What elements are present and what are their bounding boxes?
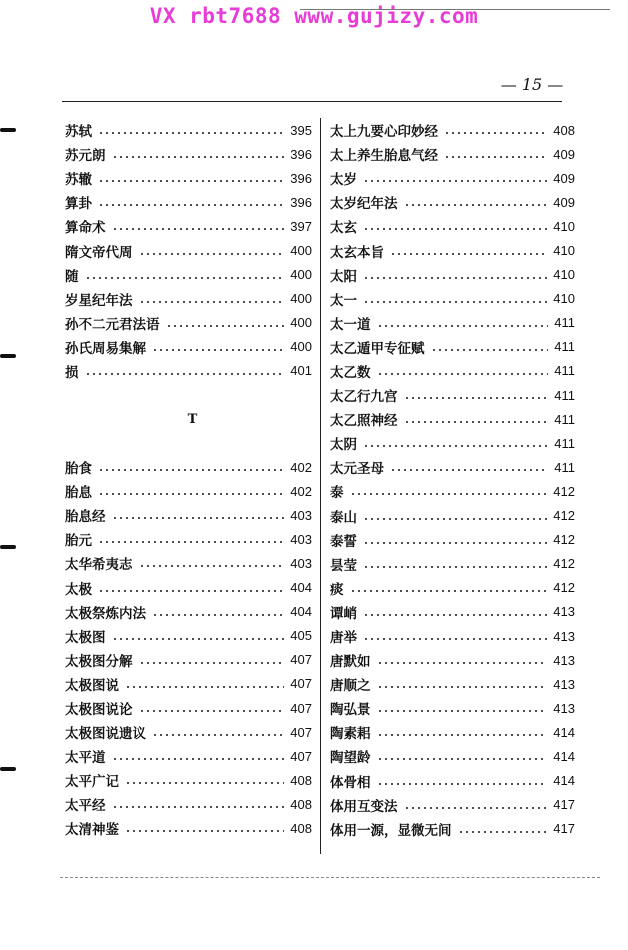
index-entry [65,142,312,166]
entry-term: 太极图 [65,629,106,646]
entry-page: 409 [553,194,575,210]
index-entry [330,118,575,142]
entry-page: 407 [290,652,312,668]
entry-term: 苏元朗 [65,148,106,165]
entry-term: 隋文帝代周 [65,244,133,261]
index-entry [330,504,575,528]
index-entry [330,238,575,262]
entry-term: 太极图说 [65,677,119,694]
entry-term: 唐举 [330,630,357,647]
entry-term: 太阳 [330,268,357,285]
entry-term: 苏辙 [65,172,92,189]
index-entry [330,817,575,841]
leader-dots [363,277,547,279]
page-number: — 15 — [500,75,564,94]
entry-term: 胎元 [65,533,92,550]
entry-page: 408 [290,772,312,788]
index-entry [330,793,575,817]
leader-dots [125,830,284,832]
index-entry [330,672,575,696]
entry-page: 412 [553,508,575,524]
entry-term: 太极图说论 [65,702,133,719]
leader-dots [139,253,285,255]
leader-dots [350,493,548,495]
index-column-left [65,118,312,841]
entry-term: 泰山 [330,509,357,526]
entry-term: 太极图说遗议 [65,726,146,743]
index-entry [65,190,312,214]
index-entry [330,263,575,287]
entry-page: 411 [554,435,575,451]
entry-page: 400 [290,315,312,331]
leader-dots [125,782,284,784]
entry-page: 402 [290,459,312,475]
leader-dots [363,566,547,568]
entry-page: 411 [554,315,575,331]
leader-dots [98,469,284,471]
entry-page: 412 [553,556,575,572]
entry-page: 413 [553,652,575,668]
entry-term: 陶弘景 [330,702,371,719]
index-entry [65,118,312,142]
entry-term: 太清神鉴 [65,822,119,839]
leader-dots [377,734,548,736]
leader-dots [85,373,285,375]
index-entry [330,359,575,383]
entry-term: 太乙照神经 [330,413,398,430]
index-entry [65,816,312,840]
entry-page: 414 [553,773,575,789]
leader-dots [98,541,284,543]
index-entry [65,359,312,383]
entry-term: 太极祭炼内法 [65,605,146,622]
entry-page: 407 [290,700,312,716]
index-entry [65,527,312,551]
entry-term: 泰 [330,485,344,502]
leader-dots [152,349,284,351]
leader-dots [377,662,548,664]
index-entry [65,214,312,238]
entry-page: 396 [290,146,312,162]
entry-page: 407 [290,724,312,740]
entry-page: 410 [553,291,575,307]
leader-dots [363,518,547,520]
leader-dots [139,710,285,712]
index-entry [330,287,575,311]
entry-page: 414 [553,748,575,764]
entry-term: 太阴 [330,437,357,454]
index-entry [65,479,312,503]
entry-page: 396 [290,170,312,186]
section-heading-t: T [187,411,198,427]
entry-page: 409 [553,170,575,186]
entry-term: 胎息 [65,485,92,502]
margin-mark [0,354,16,358]
index-entry [330,600,575,624]
watermark-text: VX rbt7688 www.gujizy.com [149,4,479,28]
leader-dots [377,686,548,688]
entry-page: 403 [290,507,312,523]
entry-page: 411 [554,459,575,475]
leader-dots [98,590,284,592]
index-entry [65,576,312,600]
index-entry [330,648,575,672]
entry-term: 太一道 [330,316,371,333]
entry-term: 体用一源，显微无间 [330,822,452,839]
entry-page: 403 [290,531,312,547]
index-entry [330,744,575,768]
index-entry [330,407,575,431]
header-rule [62,101,562,102]
entry-term: 太乙行九宫 [330,389,398,406]
entry-page: 408 [290,820,312,836]
entry-page: 410 [553,243,575,259]
index-entry [65,600,312,624]
entry-term: 陶素耜 [330,726,371,743]
entry-page: 410 [553,218,575,234]
leader-dots [139,662,285,664]
entry-term: 太平经 [65,798,106,815]
index-entry [330,769,575,793]
leader-dots [363,180,547,182]
entry-term: 泰誓 [330,533,357,550]
index-entry [65,624,312,648]
entry-page: 407 [290,676,312,692]
entry-term: 痰 [330,581,344,598]
leader-dots [377,373,549,375]
entry-term: 太岁纪年法 [330,196,398,213]
leader-dots [166,325,285,327]
entry-page: 412 [553,580,575,596]
entry-page: 413 [553,676,575,692]
index-entry [65,720,312,744]
leader-dots [458,831,548,833]
entry-page: 412 [553,483,575,499]
entry-term: 太平道 [65,750,106,767]
leader-dots [139,565,285,567]
entry-page: 412 [553,532,575,548]
index-entry [330,142,575,166]
top-rule [300,9,610,10]
entry-term: 岁星纪年法 [65,292,133,309]
entry-term: 孙不二元君法语 [65,316,160,333]
index-entry [330,696,575,720]
entry-term: 胎食 [65,461,92,478]
entry-term: 胎息经 [65,509,106,526]
index-entry [65,238,312,262]
index-column-right [330,118,575,841]
margin-mark [0,545,16,549]
index-entry [65,744,312,768]
entry-term: 损 [65,364,79,381]
index-entry [330,214,575,238]
entry-term: 太华希夷志 [65,557,133,574]
leader-dots [444,132,547,134]
margin-mark [0,767,16,771]
index-entry [330,335,575,359]
entry-page: 411 [554,363,575,379]
leader-dots [431,349,549,351]
index-entry [65,455,312,479]
entry-page: 414 [553,724,575,740]
margin-mark [0,128,16,132]
entry-page: 411 [554,387,575,403]
index-entry [330,311,575,335]
index-entry [330,190,575,214]
entry-page: 410 [553,267,575,283]
entry-page: 408 [553,122,575,138]
leader-dots [390,253,547,255]
leader-dots [404,421,549,423]
leader-dots [98,180,284,182]
leader-dots [404,397,549,399]
index-entry [65,792,312,816]
index-entry [330,455,575,479]
index-entry [65,335,312,359]
index-entry [65,648,312,672]
entry-term: 太元圣母 [330,461,384,478]
leader-dots [98,493,284,495]
index-entry [330,576,575,600]
leader-dots [377,758,548,760]
entry-page: 404 [290,604,312,620]
index-entry [65,263,312,287]
entry-term: 太岁 [330,172,357,189]
entry-page: 413 [553,700,575,716]
leader-dots [112,228,285,230]
entry-page: 400 [290,291,312,307]
leader-dots [377,325,549,327]
index-entry [65,551,312,575]
index-entry [65,166,312,190]
leader-dots [125,686,284,688]
entry-term: 算命术 [65,220,106,237]
entry-term: 太平广记 [65,774,119,791]
entry-page: 407 [290,748,312,764]
entry-page: 401 [290,363,312,379]
index-entry [65,311,312,335]
leader-dots [363,542,547,544]
index-entry [65,696,312,720]
leader-dots [139,301,285,303]
column-divider [320,118,321,854]
entry-term: 太极图分解 [65,653,133,670]
index-entry [330,383,575,407]
entry-term: 谭峭 [330,605,357,622]
entry-page: 395 [290,122,312,138]
entry-page: 411 [554,411,575,427]
entry-page: 413 [553,604,575,620]
entry-term: 算卦 [65,196,92,213]
leader-dots [112,517,285,519]
entry-page: 404 [290,580,312,596]
entry-page: 400 [290,339,312,355]
index-entry [330,479,575,503]
index-entry [65,768,312,792]
leader-dots [390,469,548,471]
entry-page: 408 [290,796,312,812]
leader-dots [112,638,285,640]
index-entry [65,503,312,527]
entry-page: 413 [553,628,575,644]
leader-dots [363,301,547,303]
entry-page: 397 [290,218,312,234]
leader-dots [363,445,548,447]
leader-dots [363,228,547,230]
leader-dots [404,204,548,206]
entry-page: 400 [290,267,312,283]
entry-term: 唐默如 [330,654,371,671]
index-entry [65,287,312,311]
leader-dots [85,277,285,279]
entry-term: 随 [65,268,79,285]
entry-term: 太玄本旨 [330,244,384,261]
index-entry [330,166,575,190]
leader-dots [112,806,285,808]
leader-dots [98,132,284,134]
entry-page: 417 [553,797,575,813]
leader-dots [152,614,284,616]
entry-term: 昙莹 [330,557,357,574]
entry-term: 太上九要心印妙经 [330,124,438,141]
entry-term: 太一 [330,292,357,309]
entry-page: 409 [553,146,575,162]
leader-dots [152,734,284,736]
entry-term: 太极 [65,581,92,598]
entry-page: 396 [290,194,312,210]
entry-term: 太乙数 [330,364,371,381]
entry-page: 405 [290,628,312,644]
index-entry [330,624,575,648]
entry-term: 苏轼 [65,124,92,141]
index-entry [330,528,575,552]
leader-dots [377,783,548,785]
index-entry [330,720,575,744]
leader-dots [377,710,548,712]
entry-term: 太上养生胎息气经 [330,148,438,165]
entry-term: 体用互变法 [330,798,398,815]
entry-term: 太乙遁甲专征赋 [330,340,425,357]
index-entry [330,552,575,576]
entry-page: 403 [290,555,312,571]
entry-page: 402 [290,483,312,499]
entry-term: 陶望龄 [330,750,371,767]
leader-dots [363,638,547,640]
entry-page: 400 [290,243,312,259]
leader-dots [112,156,285,158]
leader-dots [404,807,548,809]
leader-dots [98,204,284,206]
leader-dots [112,758,285,760]
entry-page: 411 [554,339,575,355]
leader-dots [363,614,547,616]
entry-page: 417 [553,821,575,837]
leader-dots [350,590,548,592]
entry-term: 体骨相 [330,774,371,791]
entry-term: 太玄 [330,220,357,237]
index-entry [65,672,312,696]
entry-term: 唐顺之 [330,678,371,695]
bottom-rule [60,877,600,878]
index-entry [330,431,575,455]
entry-term: 孙氏周易集解 [65,340,146,357]
leader-dots [444,156,547,158]
